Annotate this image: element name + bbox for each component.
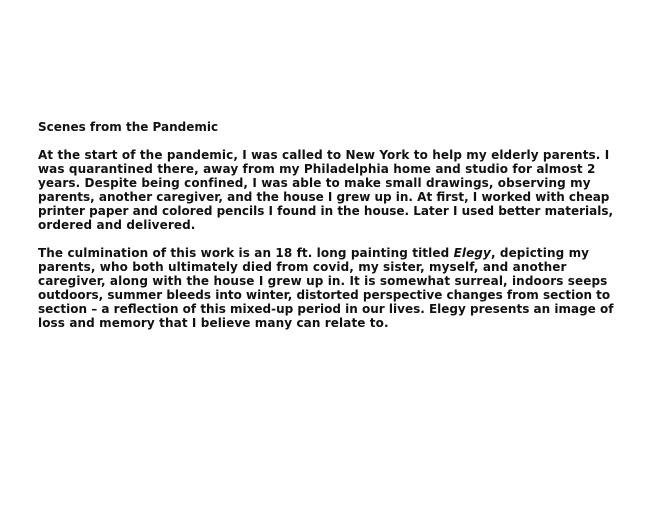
paragraph-1-line: parents, another caregiver, and the house I grew up in. At first, I worked with cheap [38, 190, 610, 204]
paragraph-2-line: loss and memory that I believe many can relate to. [38, 316, 389, 330]
paragraph-2-line: outdoors, summer bleeds into winter, distorted perspective changes from section to [38, 288, 611, 302]
paragraph-1-line: years. Despite being confined, I was able to make small drawings, observing my [38, 176, 591, 190]
paragraph-2-text: , depicting my [490, 246, 590, 260]
statement-paragraph-2 [38, 246, 618, 330]
artist-statement [38, 120, 618, 344]
paragraph-2-line [38, 246, 618, 260]
painting-title: Elegy [453, 246, 491, 260]
statement-paragraph-1 [38, 148, 618, 232]
paragraph-1-line: At the start of the pandemic, I was called to New York to help my elderly parents. I [38, 148, 610, 162]
paragraph-2-text: The culmination of this work is an 18 ft. long painting titled [38, 246, 454, 260]
paragraph-1-line: was quarantined there, away from my Philadelphia home and studio for almost 2 [38, 162, 596, 176]
paragraph-2-line: parents, who both ultimately died from covid, my sister, myself, and another [38, 260, 567, 274]
paragraph-1-line: printer paper and colored pencils I found in the house. Later I used better materials, [38, 204, 614, 218]
paragraph-2-line: caregiver, along with the house I grew up in. It is somewhat surreal, indoors seeps [38, 274, 608, 288]
paragraph-1-line: ordered and delivered. [38, 218, 196, 232]
paragraph-2-line: section – a reflection of this mixed-up period in our lives. Elegy presents an image of [38, 302, 614, 316]
statement-title: Scenes from the Pandemic [38, 120, 219, 134]
